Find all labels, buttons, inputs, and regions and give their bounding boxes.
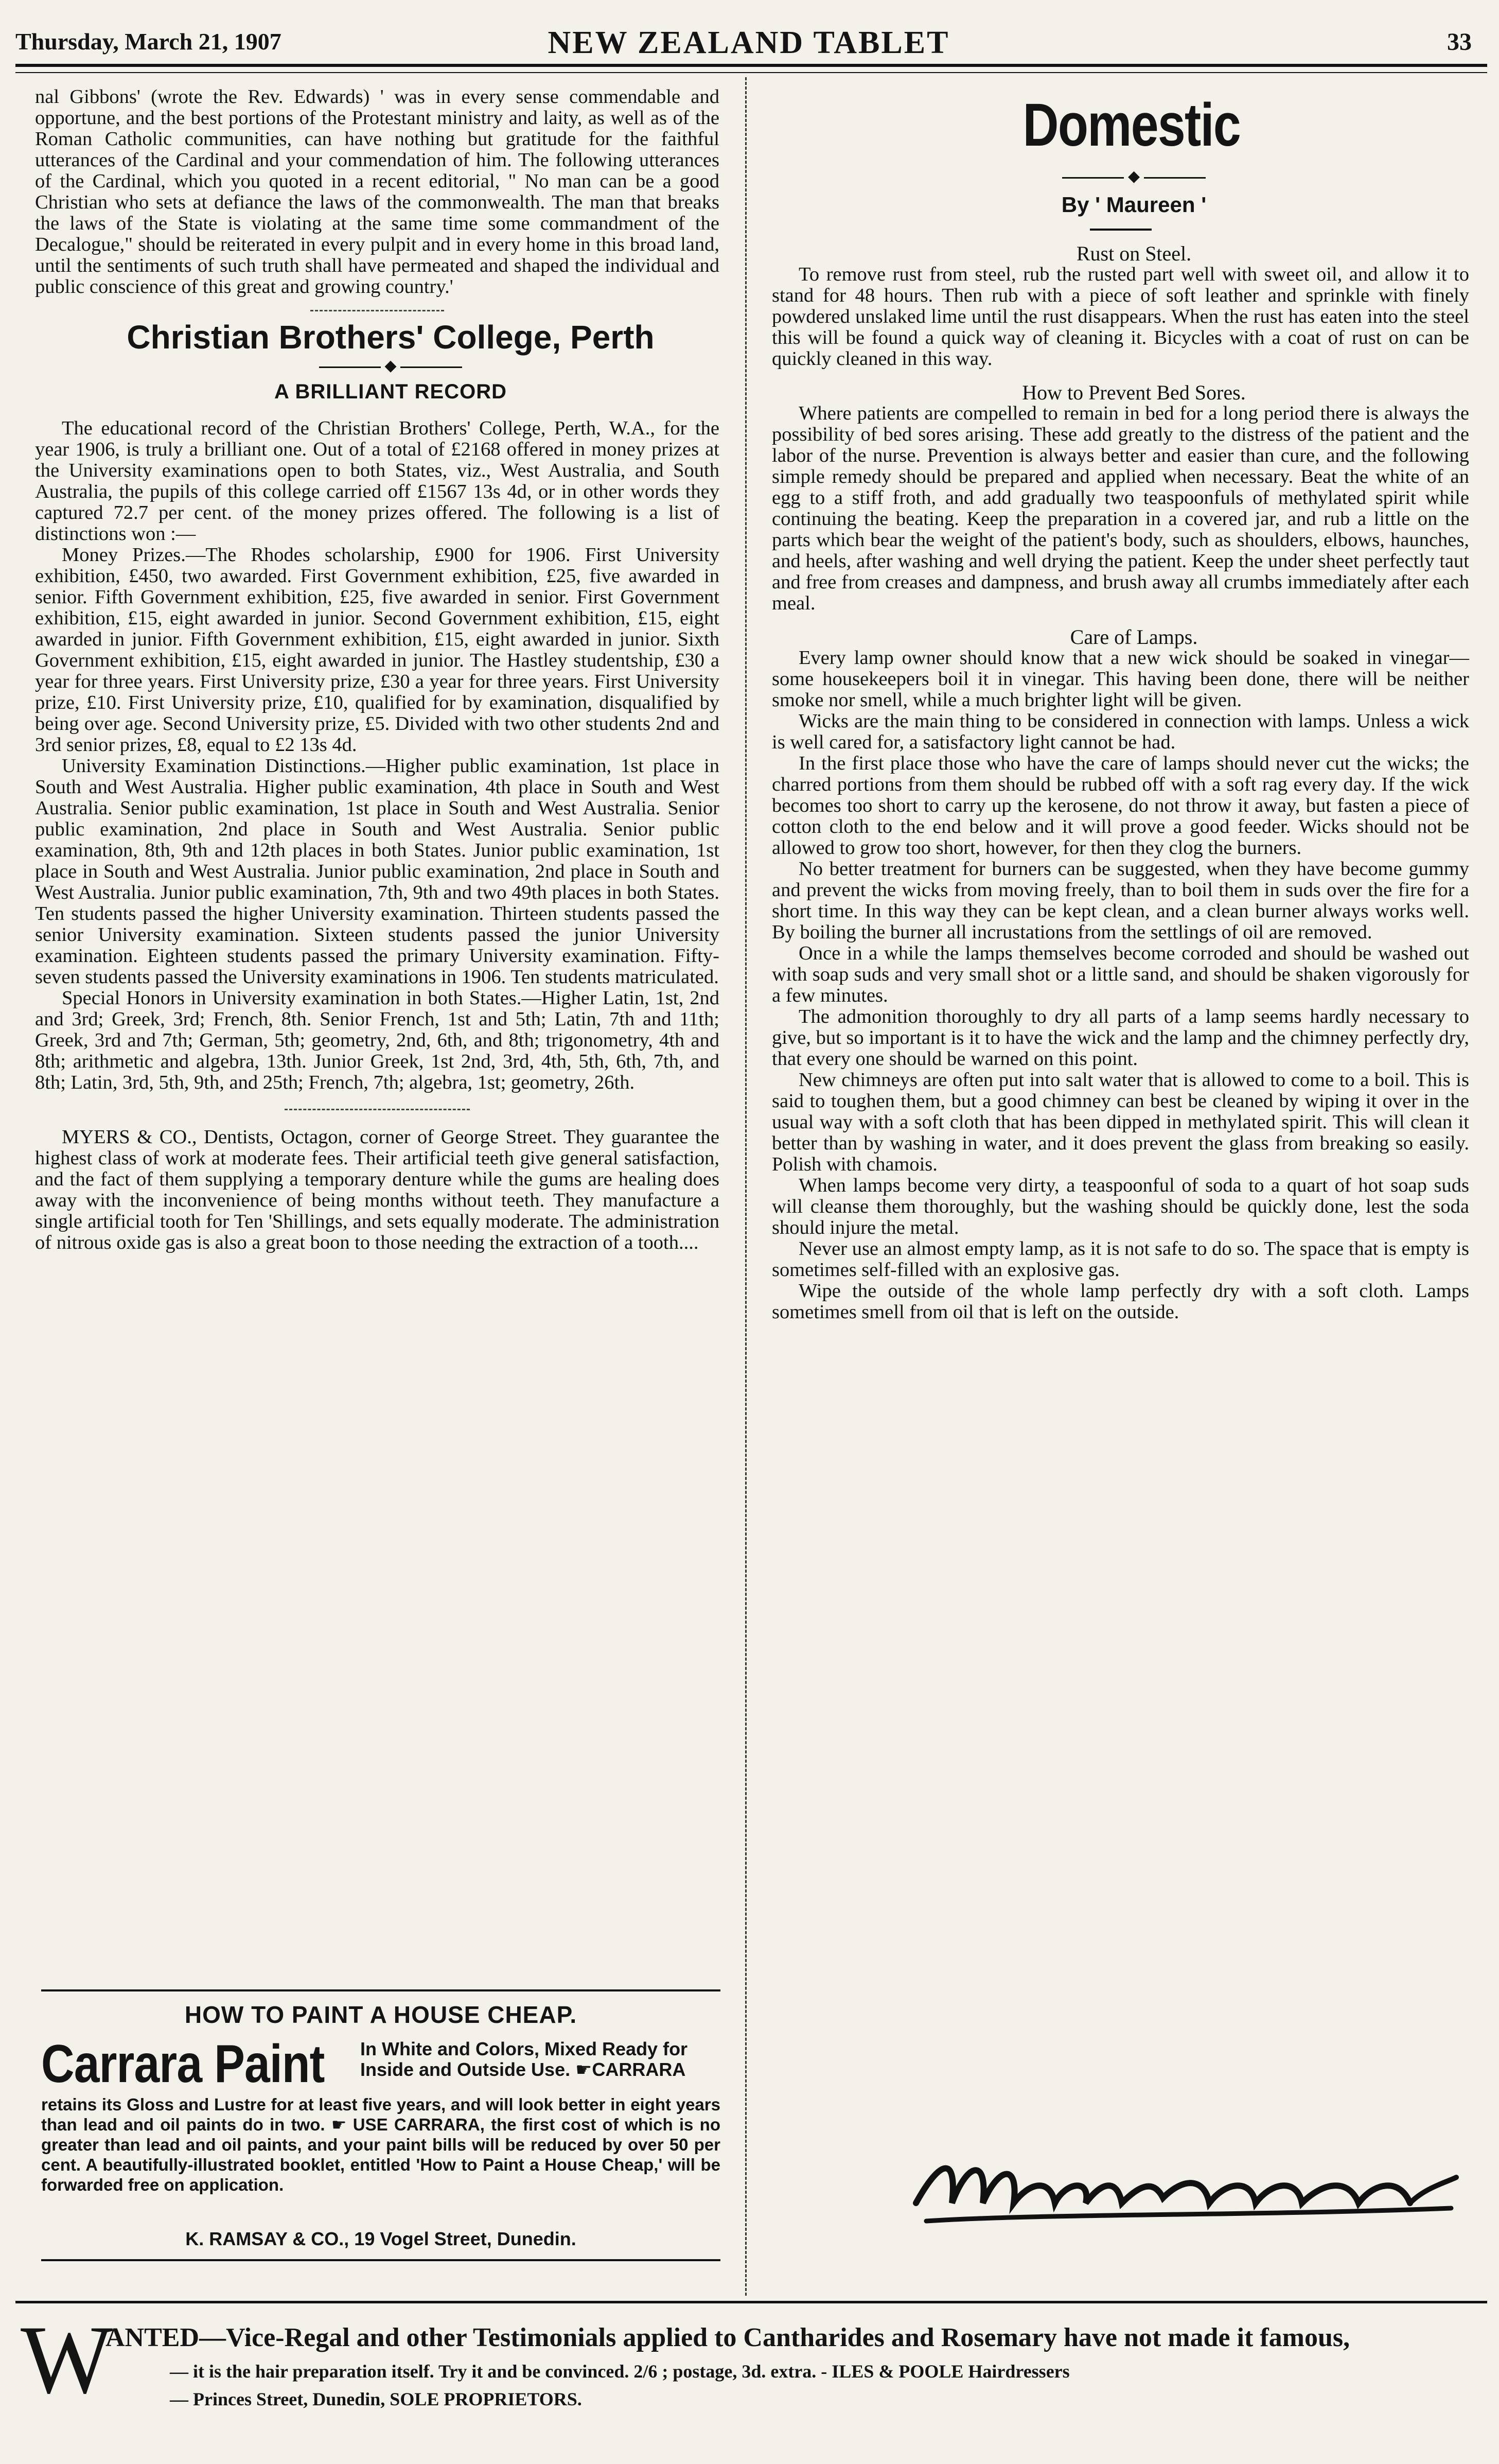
carrara-paint-advertisement (41, 1989, 720, 2261)
divider (310, 310, 444, 311)
article-paragraph: Money Prizes.—The Rhodes scholarship, £900 for 1906. First University exhibition, £450, two awarded. First Government exhibition, £25, five awarded in senior. Fifth Government exhibition, £25, five awarded in senior. First Government exhibition, £15, eight awarded in junior. Second Government exhibition, £15, eight awarded in junior. Fifth Government exhibition, £15, eight awarded in junior. Sixth Government exhibition, £15, eight awarded in junior. The Hastley studentship, £30 a year for three years. First University prize, £30 a year for three years. First University prize, £10. First University prize, £10, qualified for by examination, disqualified by being over age. Second University prize, £5. Divided with two other students 2nd and 3rd senior prizes, £8, equal to £2 13s 4d. (35, 544, 719, 756)
masthead (15, 25, 1482, 66)
recipe-paragraph: No better treatment for burners can be suggested, when they have become gummy and prevent the wicks from moving freely, than to boil them in suds over the fire for a short time. In this way they can be kept clean, and a clean burner always works well. By boiling the burner all incrustations from the settlings of oil are removed. (772, 858, 1469, 943)
divider (1090, 229, 1152, 231)
recipe-paragraph: In the first place those who have the care of lamps should never cut the wicks; the charred portions from them should be rubbed off with a soft rag every day. If the wick becomes too short to carry up the kerosene, do not throw it away, but fasten a piece of cotton cloth to the end below and it will prove a good feeder. Wicks should not be allowed to grow too short, however, for then they clog the burners. (772, 753, 1469, 859)
ad-tagline: In White and Colors, Mixed Ready for Inside and Outside Use. ☛CARRARA (360, 2038, 688, 2080)
left-column (35, 86, 719, 1253)
ad-line: — Princes Street, Dunedin, SOLE PROPRIETORS. (170, 2389, 582, 2409)
recipe-paragraph: To remove rust from steel, rub the rusted part well with sweet oil, and allow it to stand for 48 hours. Then rub with a piece of soft leather and sprinkle with finely powdered unslaked lime until the rust disappears. When the rust has eaten into the steel this will be found a quick way of cleaning it. Bicycles with a coat of rust on can be quickly cleaned in this way. (772, 264, 1469, 370)
ornament-divider: ◆ (35, 355, 719, 376)
recipe-paragraph: New chimneys are often put into salt water that is allowed to come to a boil. This is said to toughen them, but a good chimney can best be cleaned by wiping it over in the usual way with a soft cloth that has been dipped in methylated spirit. This will clean it better than by washing in water, and it does prevent the glass from breaking so easily. Polish with chamois. (772, 1069, 1469, 1175)
recipe-paragraph: The admonition thoroughly to dry all parts of a lamp seems hardly necessary to give, but so important is it to have the wick and the lamp and the chimney perfectly dry, that every one should be warned on this point. (772, 1006, 1469, 1070)
recipe-paragraph: Never use an almost empty lamp, as it is not safe to do so. The space that is empty is sometimes self-filled with an explosive gas. (772, 1238, 1469, 1281)
ad-brand-name: Carrara Paint (41, 2034, 325, 2094)
cardinal-quote-paragraph: nal Gibbons' (wrote the Rev. Edwards) ' was in every sense commendable and opportune, and the best portions of the Protestant ministry and laity, as well as of the Roman Catholic communities, can have nothing but gratitude for the faithful utterances of the Cardinal and your commendation of him. The following utterances of the Cardinal, which you quoted in a recent editorial, " No man can be a good Christian who sets at defiance the laws of the commonwealth. The man that breaks the laws of the State is violating at the same time some commandment of the Decalogue," should be reiterated in every pulpit and in every home in this broad land, until the sentiments of such truth shall have permeated and shaped the individual and public conscience of this great and growing country.' (35, 86, 719, 298)
maureen-signature (895, 2126, 1472, 2244)
ad-address: K. RAMSAY & CO., 19 Vogel Street, Dunedin. (185, 2228, 576, 2249)
recipe-heading: Care of Lamps. (1070, 625, 1198, 649)
recipe-heading: Rust on Steel. (1076, 242, 1192, 265)
ornament-divider: ◆ (772, 166, 1469, 187)
ad-headline: HOW TO PAINT A HOUSE CHEAP. (184, 2001, 577, 2028)
newspaper-title: NEW ZEALAND TABLET (548, 25, 950, 60)
dentist-notice: MYERS & CO., Dentists, Octagon, corner of George Street. They guarantee the highest class of work at moderate fees. Their artificial teeth give general satisfaction, and the fact of them supplying a temporary denture while the gums are healing does away with the inconvenience of being months without teeth. They manufacture a single artificial tooth for Ten 'Shillings, and sets equally moderate. The administration of nitrous oxide gas is also a great boon to those needing the extraction of a tooth.... (35, 1126, 719, 1253)
article-paragraph: Special Honors in University examination in both States.—Higher Latin, 1st, 2nd and 3rd; Greek, 3rd; French, 8th. Senior French, 1st and 5th; Latin, 7th and 11th; Greek, 3rd and 7th; German, 5th; geometry, 2nd, 6th, and 8th; trigonometry, 4th and 8th; arithmetic and algebra, 13th. Junior Greek, 1st 2nd, 3rd, 4th, 5th, 6th, 7th, and 8th; Latin, 3rd, 5th, 9th, and 25th; French, 7th; algebra, 1st; geometry, 26th. (35, 987, 719, 1093)
ad-line: — it is the hair preparation itself. Try it and be convinced. 2/6 ; postage, 3d. extra. - ILES & POOLE Hairdressers (170, 2361, 1070, 2382)
divider (285, 1109, 470, 1110)
masthead-rule (15, 64, 1487, 73)
column-divider (745, 77, 747, 2296)
hair-preparation-advertisement (21, 2306, 1482, 2450)
recipe-paragraph: Wicks are the main thing to be considered in connection with lamps. Unless a wick is well cared for, a satisfactory light cannot be had. (772, 710, 1469, 753)
bottom-rule (15, 2301, 1487, 2303)
recipe-paragraph: When lamps become very dirty, a teaspoonful of soda to a quart of hot soap suds will cleanse them thoroughly, but the washing should be quickly done, lest the soda should injure the metal. (772, 1175, 1469, 1238)
section-title: Domestic (1022, 91, 1241, 159)
right-column (772, 92, 1469, 1323)
article-title: Christian Brothers' College, Perth (127, 319, 655, 356)
recipe-paragraph: Once in a while the lamps themselves become corroded and should be washed out with soap suds and very small shot or a little sand, and should be shaken vigorously for a few minutes. (772, 942, 1469, 1006)
article-paragraph: University Examination Distinctions.—Higher public examination, 1st place in South and West Australia. Higher public examination, 4th place in South and West Australia. Senior public examination, 1st place in South and West Australia. Senior public examination, 2nd place in South and West Australia. Senior public examination, 8th, 9th and 12th places in both States. Junior public examination, 1st place in South and West Australia. Junior public examination, 2nd place in South and West Australia. Junior public examination, 7th, 9th and two 49th places in both States. Ten students passed the higher University examination. Thirteen students passed the senior University examination. Sixteen students passed the junior University examination. Eighteen students passed the primary University examination. Fifty-seven students passed the University examinations in 1906. Ten students matriculated. (35, 755, 719, 988)
recipe-paragraph: Every lamp owner should know that a new wick should be soaked in vinegar—some housekeepers boil it in vinegar. This having been done, there will be neither smoke nor smell, while a much brighter light will be given. (772, 647, 1469, 711)
article-paragraph: The educational record of the Christian Brothers' College, Perth, W.A., for the year 1906, is truly a brilliant one. Out of a total of £2168 offered in money prizes at the University examinations open to both States, viz., West Australia, and South Australia, the pupils of this college carried off £1567 13s 4d, or in other words they captured 72.7 per cent. of the money prizes offered. The following is a list of distinctions won :— (35, 417, 719, 545)
ad-body: retains its Gloss and Lustre for at least five years, and will look better in eight years than lead and oil paints do in two. ☛ USE CARRARA, the first cost of which is no greater than lead and oil paints, and your paint bills will be reduced by over 50 per cent. A beautifully-illustrated booklet, entitled 'How to Paint a House Cheap,' will be forwarded free on application. (41, 2095, 720, 2194)
issue-date: Thursday, March 21, 1907 (15, 28, 281, 55)
byline: By ' Maureen ' (1061, 193, 1207, 217)
recipe-paragraph: Wipe the outside of the whole lamp perfectly dry with a soft cloth. Lamps sometimes smell from oil that is left on the outside. (772, 1280, 1469, 1323)
ad-line: ANTED—Vice-Regal and other Testimonials applied to Cantharides and Rosemary have not made it famous, (105, 2323, 1350, 2352)
recipe-heading: How to Prevent Bed Sores. (1022, 381, 1246, 404)
drop-cap: W (21, 2306, 113, 2414)
page-number: 33 (1447, 28, 1472, 56)
article-subtitle: A BRILLIANT RECORD (274, 380, 507, 403)
recipe-paragraph: Where patients are compelled to remain in bed for a long period there is always the possibility of bed sores arising. These add greatly to the distress of the patient and the labor of the nurse. Prevention is always better and easier than cure, and the following simple remedy should be prepared and applied when necessary. Beat the white of an egg to a stiff froth, and add gradually two teaspoonfuls of methylated spirit while continuing the beating. Keep the preparation in a covered jar, and rub a little on the parts which bear the weight of the patient's body, such as shoulders, elbows, haunches, and heels, after washing and well drying the patient. Keep the under sheet perfectly taut and free from creases and dampness, and brush away all crumbs immediately after each meal. (772, 403, 1469, 614)
